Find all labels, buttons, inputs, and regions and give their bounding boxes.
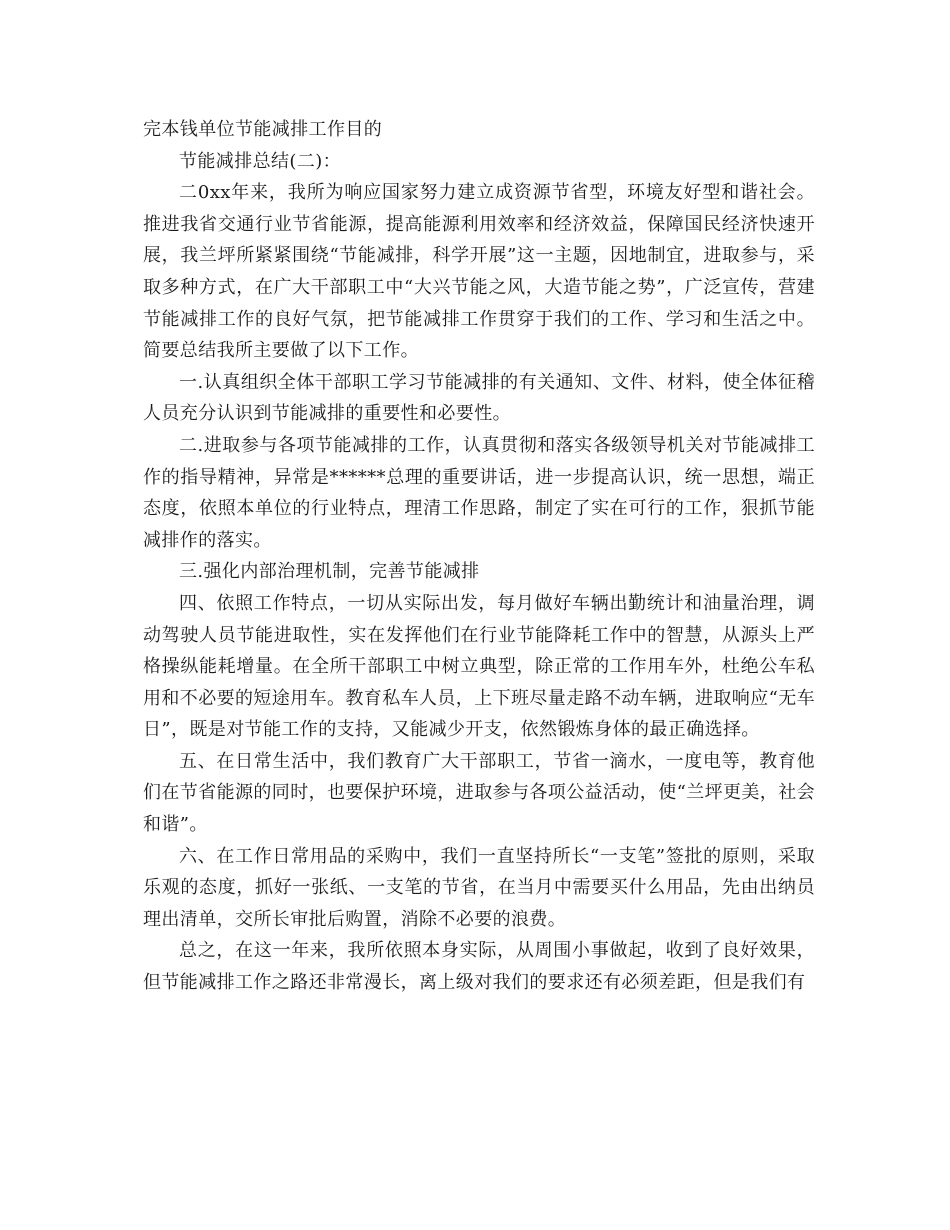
paragraph-item-6: 六、在工作日常用品的采购中，我们一直坚持所长“一支笔”签批的原则，采取乐观的态度，抓好一张纸、一支笔的节省，在当月中需要买什么用品，先由出纳员理出清单，交所长审批后购置，消除不必要的浪费。: [143, 845, 815, 930]
paragraph-item-3: 三.强化内部治理机制，完善节能减排: [179, 561, 480, 583]
document-title-line: 完本钱单位节能减排工作目的: [143, 119, 383, 140]
paragraph-item-4: 四、依照工作特点，一切从实际出发，每月做好车辆出勤统计和油量治理，调动驾驶人员节能进取性，实在发挥他们在行业节能降耗工作中的智慧，从源头上严格操纵能耗增量。在全所干部职工中树立典型，除正常的工作用车外，杜绝公车私用和不必要的短途用车。教育私车人员，上下班尽量走路不动车辆，进取响应“无车日”，既是对节能工作的支持，又能减少开支，依然锻炼身体的最正确选择。: [143, 592, 815, 741]
paragraph-item-5: 五、在日常生活中，我们教育广大干部职工，节省一滴水，一度电等，教育他们在节省能源的同时，也要保护环境，进取参与各项公益活动，使“兰坪更美，社会和谐”。: [143, 750, 815, 836]
paragraph-item-1: 一.认真组织全体干部职工学习节能减排的有关通知、文件、材料，使全体征稽人员充分认识到节能减排的重要性和必要性。: [143, 371, 815, 425]
paragraph-intro: 二0xx年来，我所为响应国家努力建立成资源节省型，环境友好型和谐社会。推进我省交通行业节省能源，提高能源利用效率和经济效益，保障国民经济快速开展，我兰坪所紧紧围绕“节能减排，科学开展”这一主题，因地制宜，进取参与，采取多种方式，在广大干部职工中“大兴节能之风，大造节能之势”，广泛宣传，营建节能减排工作的良好气氛，把节能减排工作贯穿于我们的工作、学习和生活之中。简要总结我所主要做了以下工作。: [143, 182, 815, 362]
document-body: [143, 114, 815, 999]
paragraph-item-2: 二.进取参与各项节能减排的工作，认真贯彻和落实各级领导机关对节能减排工作的指导精神，异常是******总理的重要讲话，进一步提高认识，统一思想，端正态度，依照本单位的行业特点，理清工作思路，制定了实在可行的工作，狠抓节能减排作的落实。: [143, 434, 815, 551]
paragraph-conclusion: 总之，在这一年来，我所依照本身实际，从周围小事做起，收到了良好效果，但节能减排工作之路还非常漫长，离上级对我们的要求还有必须差距，但是我们有: [143, 940, 815, 994]
document-subtitle: 节能减排总结(二)：: [179, 150, 342, 172]
